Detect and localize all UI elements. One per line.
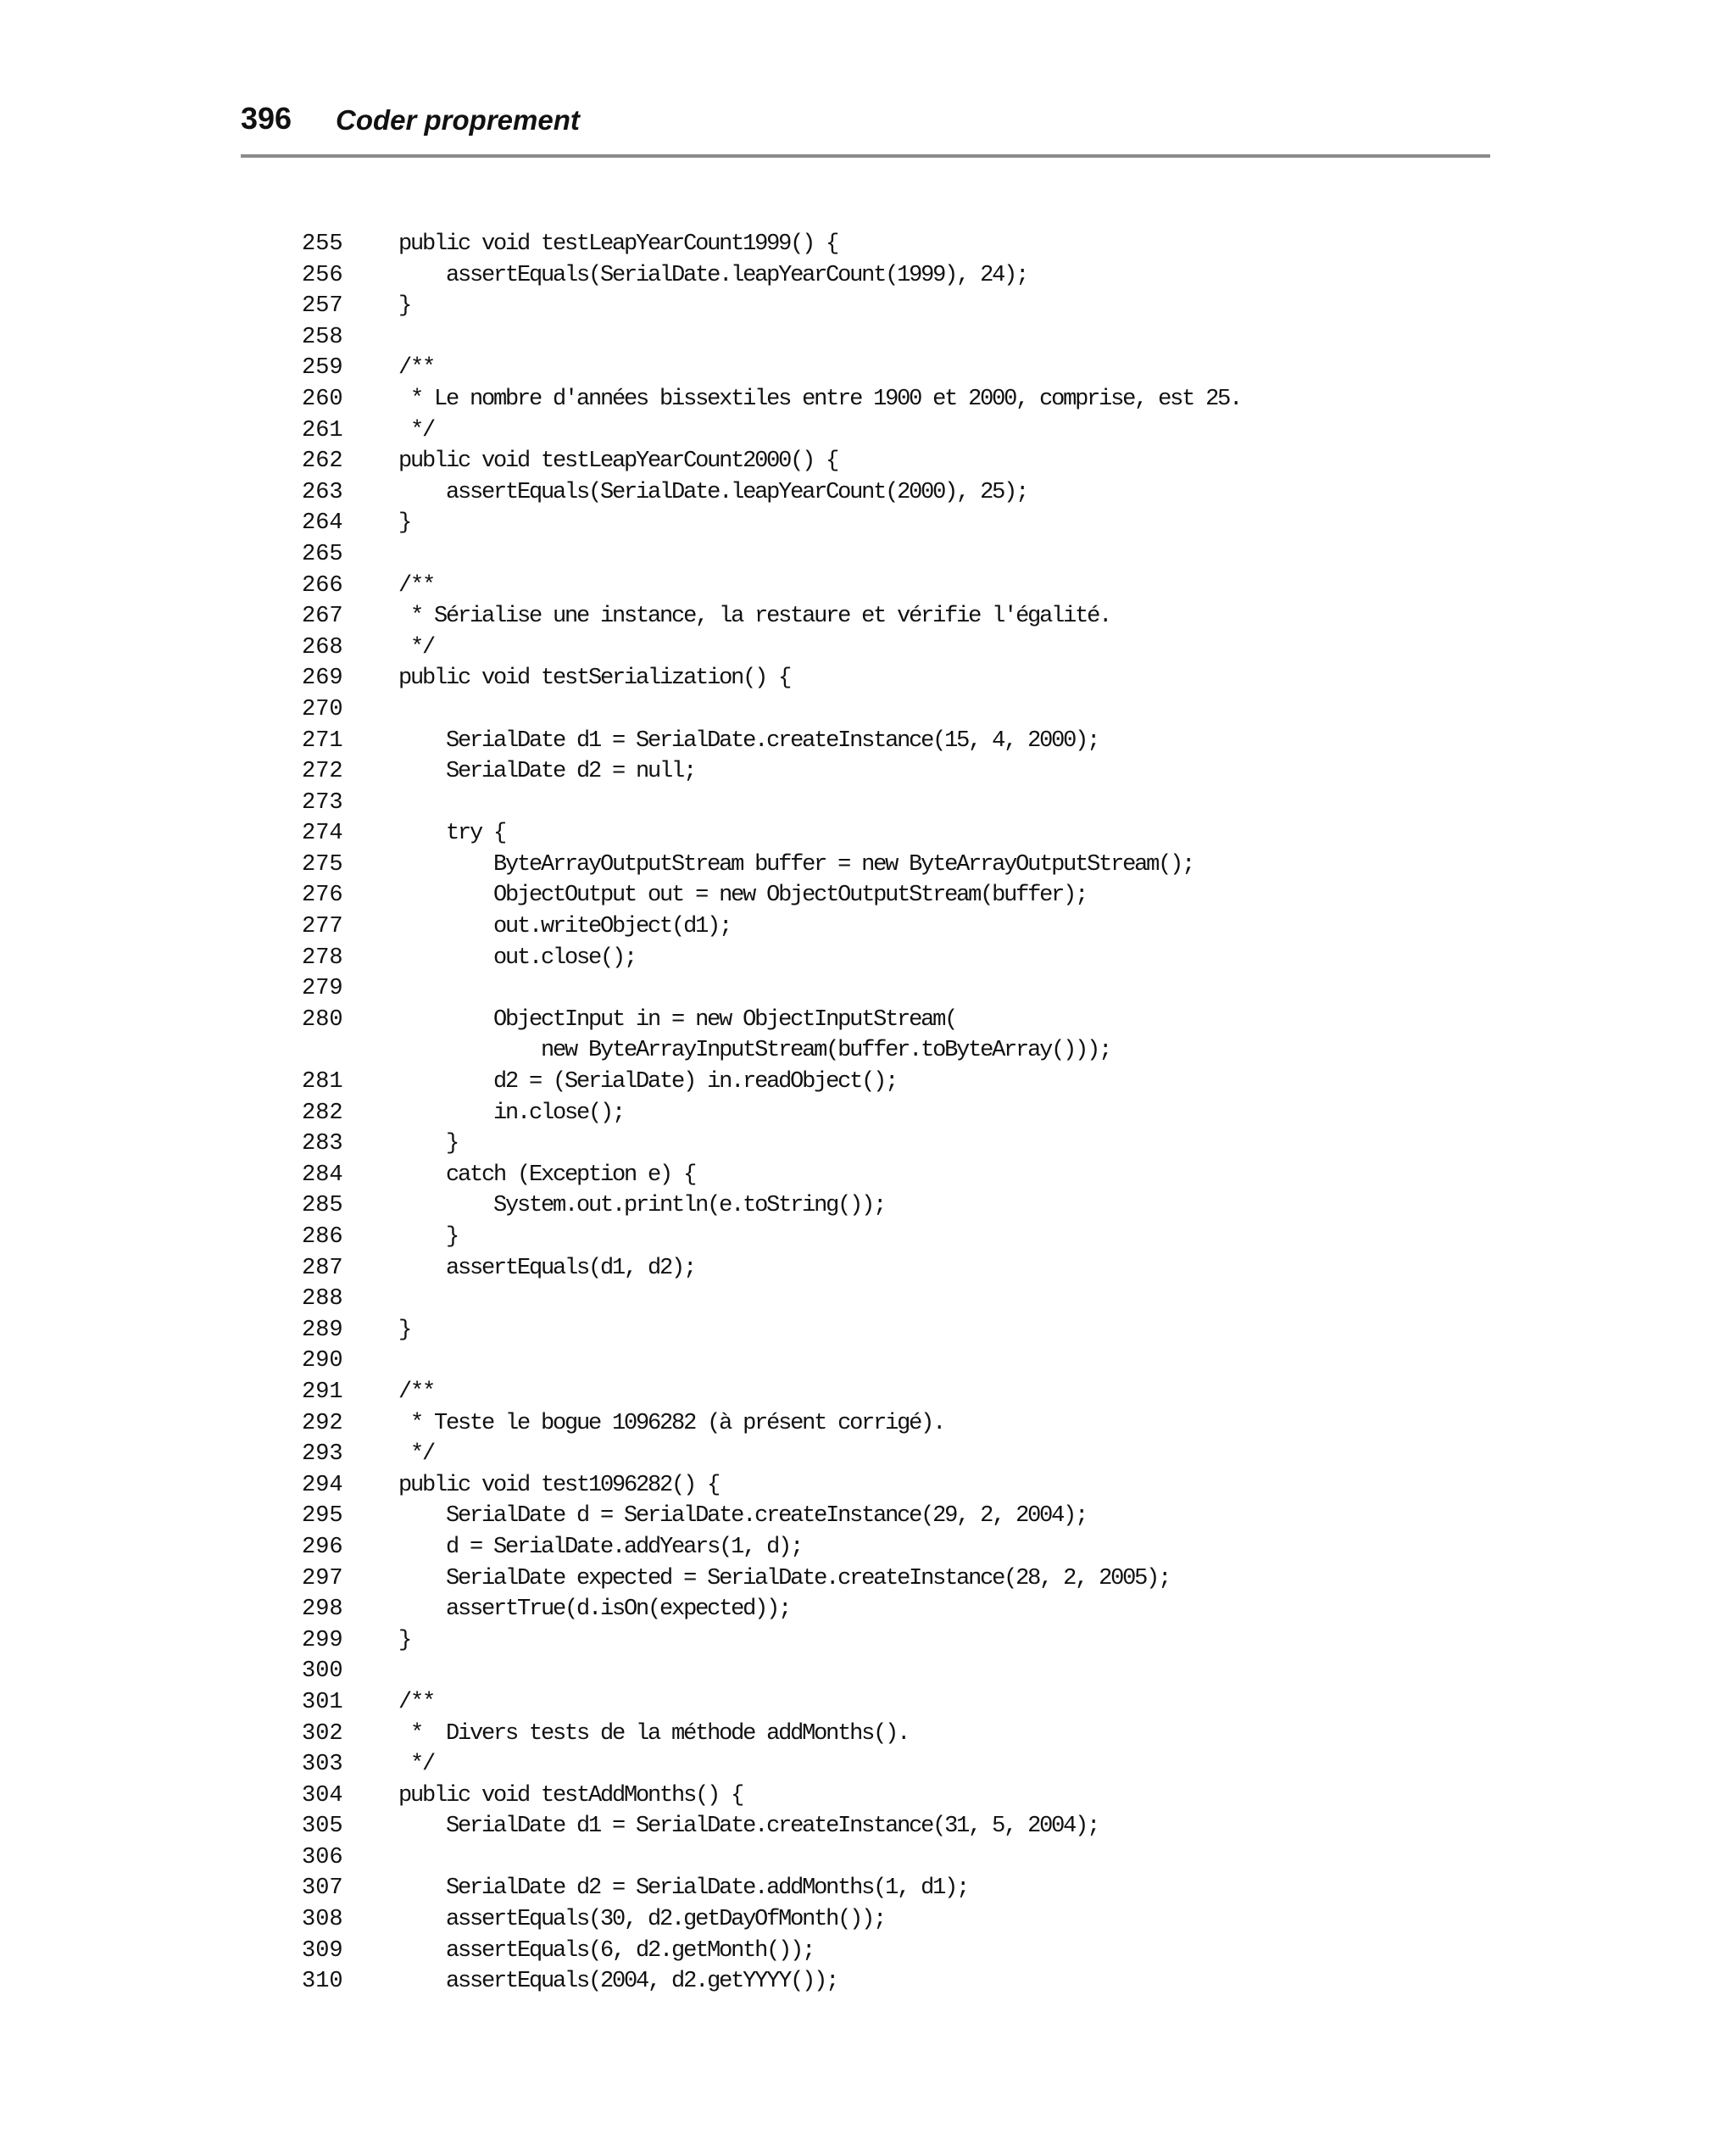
line-number: 257 <box>302 293 343 320</box>
line-number: 299 <box>302 1627 343 1653</box>
code-text: /** <box>398 1379 435 1405</box>
code-text: } <box>398 510 411 537</box>
line-number: 305 <box>302 1814 343 1840</box>
code-text: assertEquals(SerialDate.leapYearCount(1999), 24); <box>398 262 1028 288</box>
code-text: ObjectInput in = new ObjectInputStream( <box>398 1006 957 1033</box>
line-number: 272 <box>302 759 343 785</box>
line-number: 286 <box>302 1224 343 1250</box>
line-number: 304 <box>302 1782 343 1808</box>
code-text: in.close(); <box>398 1100 625 1126</box>
code-text: * Sérialise une instance, la restaure et vérifie l'égalité. <box>398 604 1111 630</box>
code-text: assertEquals(30, d2.getDayOfMonth()); <box>398 1907 886 1933</box>
code-text: ObjectOutput out = new ObjectOutputStream(buffer); <box>398 883 1088 909</box>
line-number: 268 <box>302 634 343 660</box>
line-number: 302 <box>302 1720 343 1747</box>
line-number: 259 <box>302 355 343 382</box>
code-text: SerialDate d2 = SerialDate.addMonths(1, d1); <box>398 1875 969 1902</box>
line-number: 278 <box>302 945 343 971</box>
code-text: } <box>398 1224 459 1250</box>
line-number: 292 <box>302 1410 343 1436</box>
line-number: 309 <box>302 1937 343 1964</box>
line-number: 284 <box>302 1162 343 1188</box>
line-number: 280 <box>302 1006 343 1033</box>
line-number: 256 <box>302 262 343 288</box>
code-text: d = SerialDate.addYears(1, d); <box>398 1534 803 1560</box>
line-number: 276 <box>302 883 343 909</box>
code-text: */ <box>398 1752 435 1778</box>
line-number: 306 <box>302 1844 343 1870</box>
line-number: 270 <box>302 696 343 722</box>
line-number: 260 <box>302 386 343 412</box>
code-text: SerialDate d = SerialDate.createInstance(29, 2, 2004); <box>398 1503 1088 1530</box>
line-number: 274 <box>302 821 343 847</box>
code-text: SerialDate expected = SerialDate.createInstance(28, 2, 2005); <box>398 1565 1171 1591</box>
line-number: 287 <box>302 1255 343 1281</box>
line-number: 262 <box>302 449 343 475</box>
line-number: 279 <box>302 976 343 1002</box>
line-number: 290 <box>302 1348 343 1374</box>
page-header <box>241 100 1490 158</box>
line-number: 296 <box>302 1534 343 1560</box>
code-text: * Teste le bogue 1096282 (à présent corrigé). <box>398 1410 945 1436</box>
code-text: ByteArrayOutputStream buffer = new ByteArrayOutputStream(); <box>398 851 1194 878</box>
line-number: 295 <box>302 1503 343 1530</box>
code-text: * Le nombre d'années bissextiles entre 1900 et 2000, comprise, est 25. <box>398 386 1242 412</box>
line-number: 298 <box>302 1597 343 1623</box>
page-number: 396 <box>241 101 292 136</box>
code-text: /** <box>398 572 435 599</box>
code-text: public void testLeapYearCount2000() { <box>398 449 838 475</box>
code-text: assertEquals(6, d2.getMonth()); <box>398 1937 815 1964</box>
line-number: 283 <box>302 1131 343 1157</box>
line-number: 261 <box>302 417 343 443</box>
code-text: assertEquals(2004, d2.getYYYY()); <box>398 1969 838 1995</box>
line-number: 264 <box>302 510 343 537</box>
line-number: 263 <box>302 479 343 505</box>
line-number: 291 <box>302 1379 343 1405</box>
line-number: 294 <box>302 1472 343 1498</box>
line-number: 293 <box>302 1441 343 1468</box>
line-number: 285 <box>302 1193 343 1219</box>
line-number: 307 <box>302 1875 343 1902</box>
line-number: 255 <box>302 231 343 257</box>
code-text: assertEquals(d1, d2); <box>398 1255 696 1281</box>
line-number: 267 <box>302 604 343 630</box>
line-number: 273 <box>302 789 343 816</box>
code-text: * Divers tests de la méthode addMonths(). <box>398 1720 910 1747</box>
line-number: 297 <box>302 1565 343 1591</box>
line-number: 266 <box>302 572 343 599</box>
code-text: d2 = (SerialDate) in.readObject(); <box>398 1069 898 1095</box>
code-text: catch (Exception e) { <box>398 1162 696 1188</box>
line-number: 303 <box>302 1752 343 1778</box>
line-number: 277 <box>302 914 343 940</box>
code-text: assertEquals(SerialDate.leapYearCount(2000), 25); <box>398 479 1028 505</box>
code-text: public void testLeapYearCount1999() { <box>398 231 838 257</box>
code-text: SerialDate d1 = SerialDate.createInstance(31, 5, 2004); <box>398 1814 1099 1840</box>
line-number: 282 <box>302 1100 343 1126</box>
line-number: 288 <box>302 1286 343 1312</box>
code-text: /** <box>398 1689 435 1715</box>
line-number: 258 <box>302 324 343 350</box>
code-text: } <box>398 293 411 320</box>
code-text: new ByteArrayInputStream(buffer.toByteArray())); <box>398 1038 1111 1064</box>
code-text: */ <box>398 634 435 660</box>
code-text: System.out.println(e.toString()); <box>398 1193 886 1219</box>
line-number: 310 <box>302 1969 343 1995</box>
running-title: Coder proprement <box>336 104 580 136</box>
line-number: 281 <box>302 1069 343 1095</box>
code-text: assertTrue(d.isOn(expected)); <box>398 1597 791 1623</box>
line-number: 300 <box>302 1658 343 1685</box>
code-text: public void testAddMonths() { <box>398 1782 743 1808</box>
code-text: */ <box>398 1441 435 1468</box>
line-number: 289 <box>302 1317 343 1343</box>
code-text: out.writeObject(d1); <box>398 914 732 940</box>
line-number: 301 <box>302 1689 343 1715</box>
code-text: } <box>398 1131 459 1157</box>
code-text: try { <box>398 821 506 847</box>
code-text: */ <box>398 417 435 443</box>
code-text: SerialDate d2 = null; <box>398 759 696 785</box>
code-text: } <box>398 1627 411 1653</box>
line-number: 269 <box>302 666 343 692</box>
code-text: public void testSerialization() { <box>398 666 791 692</box>
code-text: SerialDate d1 = SerialDate.createInstance(15, 4, 2000); <box>398 727 1099 754</box>
code-text: } <box>398 1317 411 1343</box>
line-number: 271 <box>302 727 343 754</box>
code-text: /** <box>398 355 435 382</box>
code-text: out.close(); <box>398 945 637 971</box>
line-number: 275 <box>302 851 343 878</box>
line-number: 265 <box>302 541 343 567</box>
code-text: public void test1096282() { <box>398 1472 720 1498</box>
line-number: 308 <box>302 1907 343 1933</box>
